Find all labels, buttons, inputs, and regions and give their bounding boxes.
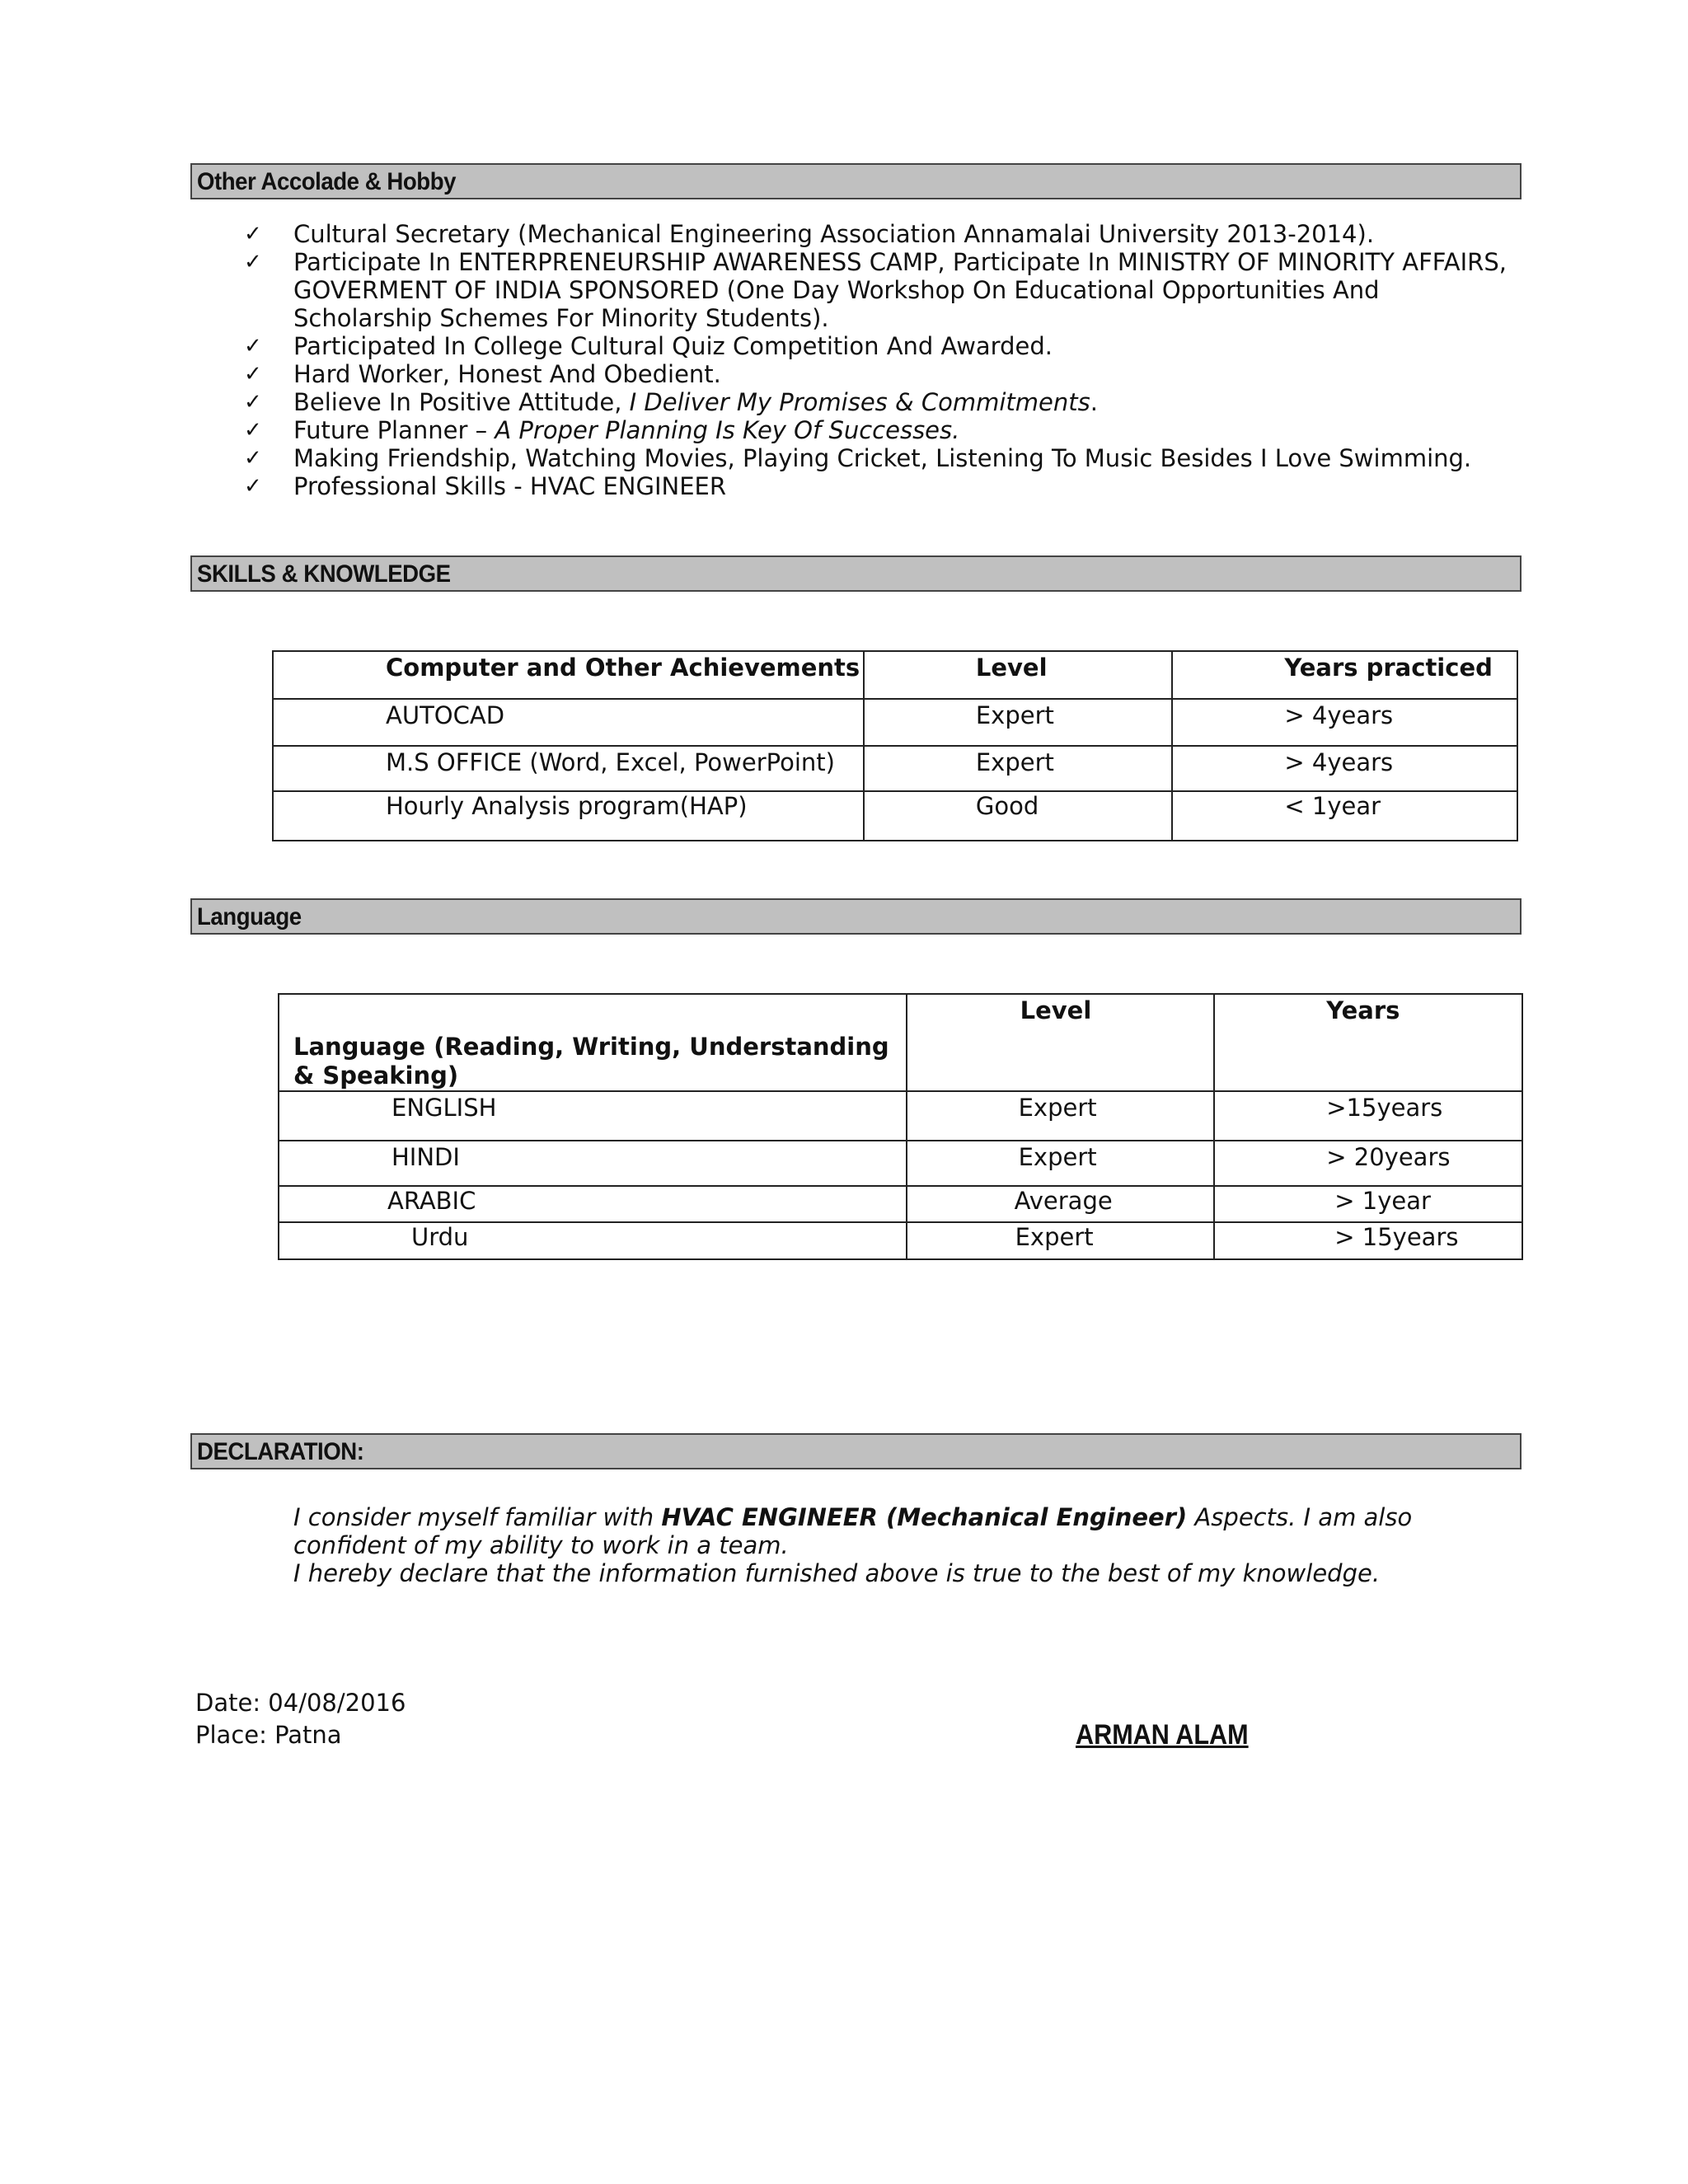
table-cell: Expert (864, 746, 1173, 791)
table-cell: AUTOCAD (273, 699, 864, 746)
column-header: Level (864, 651, 1173, 699)
column-header: Computer and Other Achievements (273, 651, 864, 699)
check-icon: ✓ (244, 362, 262, 387)
section-header-language (190, 898, 1522, 935)
list-item: ✓ Future Planner – A Proper Planning Is Key Of Successes. (244, 416, 960, 444)
section-title: Other Accolade & Hobby (197, 168, 456, 195)
table-row (273, 791, 1517, 841)
table-cell: Urdu (279, 1222, 907, 1259)
table-cell: ARABIC (279, 1186, 907, 1222)
section-title: Language (197, 903, 302, 930)
table-cell: Average (907, 1186, 1215, 1222)
check-icon: ✓ (244, 334, 262, 359)
column-header: Level (907, 994, 1215, 1091)
skills-table (272, 650, 1518, 841)
table-row (279, 1186, 1522, 1222)
table-row (279, 1222, 1522, 1259)
table-row (279, 1141, 1522, 1186)
list-item: ✓ Cultural Secretary (Mechanical Engineering Association Annamalai University 2013-2014). (244, 220, 1375, 248)
list-item: ✓ Professional Skills - HVAC ENGINEER (244, 472, 727, 500)
table-cell: M.S OFFICE (Word, Excel, PowerPoint) (273, 746, 864, 791)
declaration-text (293, 1503, 1480, 1587)
table-cell: > 4years (1172, 746, 1517, 791)
section-title: DECLARATION: (197, 1438, 364, 1465)
section-header-skills (190, 555, 1522, 592)
table-cell: Good (864, 791, 1173, 841)
list-item: ✓ Hard Worker, Honest And Obedient. (244, 360, 721, 388)
check-icon: ✓ (244, 474, 262, 499)
table-cell: Expert (864, 699, 1173, 746)
list-item: ✓ Participated In College Cultural Quiz Competition And Awarded. (244, 332, 1053, 360)
check-icon: ✓ (244, 250, 262, 274)
table-cell: ENGLISH (279, 1091, 907, 1141)
check-icon: ✓ (244, 418, 262, 443)
date-text: Date: 04/08/2016 (195, 1689, 406, 1717)
table-row (279, 1091, 1522, 1141)
table-cell: Expert (907, 1222, 1215, 1259)
column-header: Years (1214, 994, 1522, 1091)
declaration-statement: I hereby declare that the information furnished above is true to the best of my knowledge. (293, 1559, 1381, 1587)
table-cell: >15years (1214, 1091, 1522, 1141)
table-cell: HINDI (279, 1141, 907, 1186)
table-row (273, 746, 1517, 791)
table-cell: > 4years (1172, 699, 1517, 746)
place-text: Place: Patna (195, 1721, 342, 1749)
table-header-row (279, 994, 1522, 1091)
table-cell: > 20years (1214, 1141, 1522, 1186)
list-item: ✓ Making Friendship, Watching Movies, Playing Cricket, Listening To Music Besides I Love Swimming. (244, 444, 1472, 472)
table-cell: > 1year (1214, 1186, 1522, 1222)
check-icon: ✓ (244, 446, 262, 471)
column-header: Years practiced (1172, 651, 1517, 699)
check-icon: ✓ (244, 390, 262, 415)
signature-name: ARMAN ALAM (1076, 1719, 1249, 1750)
table-cell: Expert (907, 1091, 1215, 1141)
list-item: ✓ Participate In ENTERPRENEURSHIP AWARENESS CAMP, Participate In MINISTRY OF MINORITY AFFAIRS, GOVERMENT OF INDIA SPONSORED (One Day Workshop On Educational Opportunities And Scholarship Schemes For Minority Students). (244, 248, 1507, 332)
list-item: ✓ Believe In Positive Attitude, I Deliver My Promises & Commitments. (244, 388, 1098, 416)
table-cell: < 1year (1172, 791, 1517, 841)
section-title: SKILLS & KNOWLEDGE (197, 560, 451, 588)
check-icon: ✓ (244, 222, 262, 246)
declaration-paragraph: I consider myself familiar with HVAC ENGINEER (Mechanical Engineer) Aspects. I am also confident of my ability to work in a team. (293, 1503, 1413, 1559)
table-cell: Expert (907, 1141, 1215, 1186)
table-cell: > 15years (1214, 1222, 1522, 1259)
table-row (273, 699, 1517, 746)
accolade-list (244, 220, 1513, 500)
table-cell: Hourly Analysis program(HAP) (273, 791, 864, 841)
section-header-declaration (190, 1433, 1522, 1469)
column-header: Language (Reading, Writing, Understanding & Speaking) (279, 994, 907, 1091)
language-table (278, 993, 1523, 1260)
section-header-accolade (190, 163, 1522, 199)
table-header-row (273, 651, 1517, 699)
